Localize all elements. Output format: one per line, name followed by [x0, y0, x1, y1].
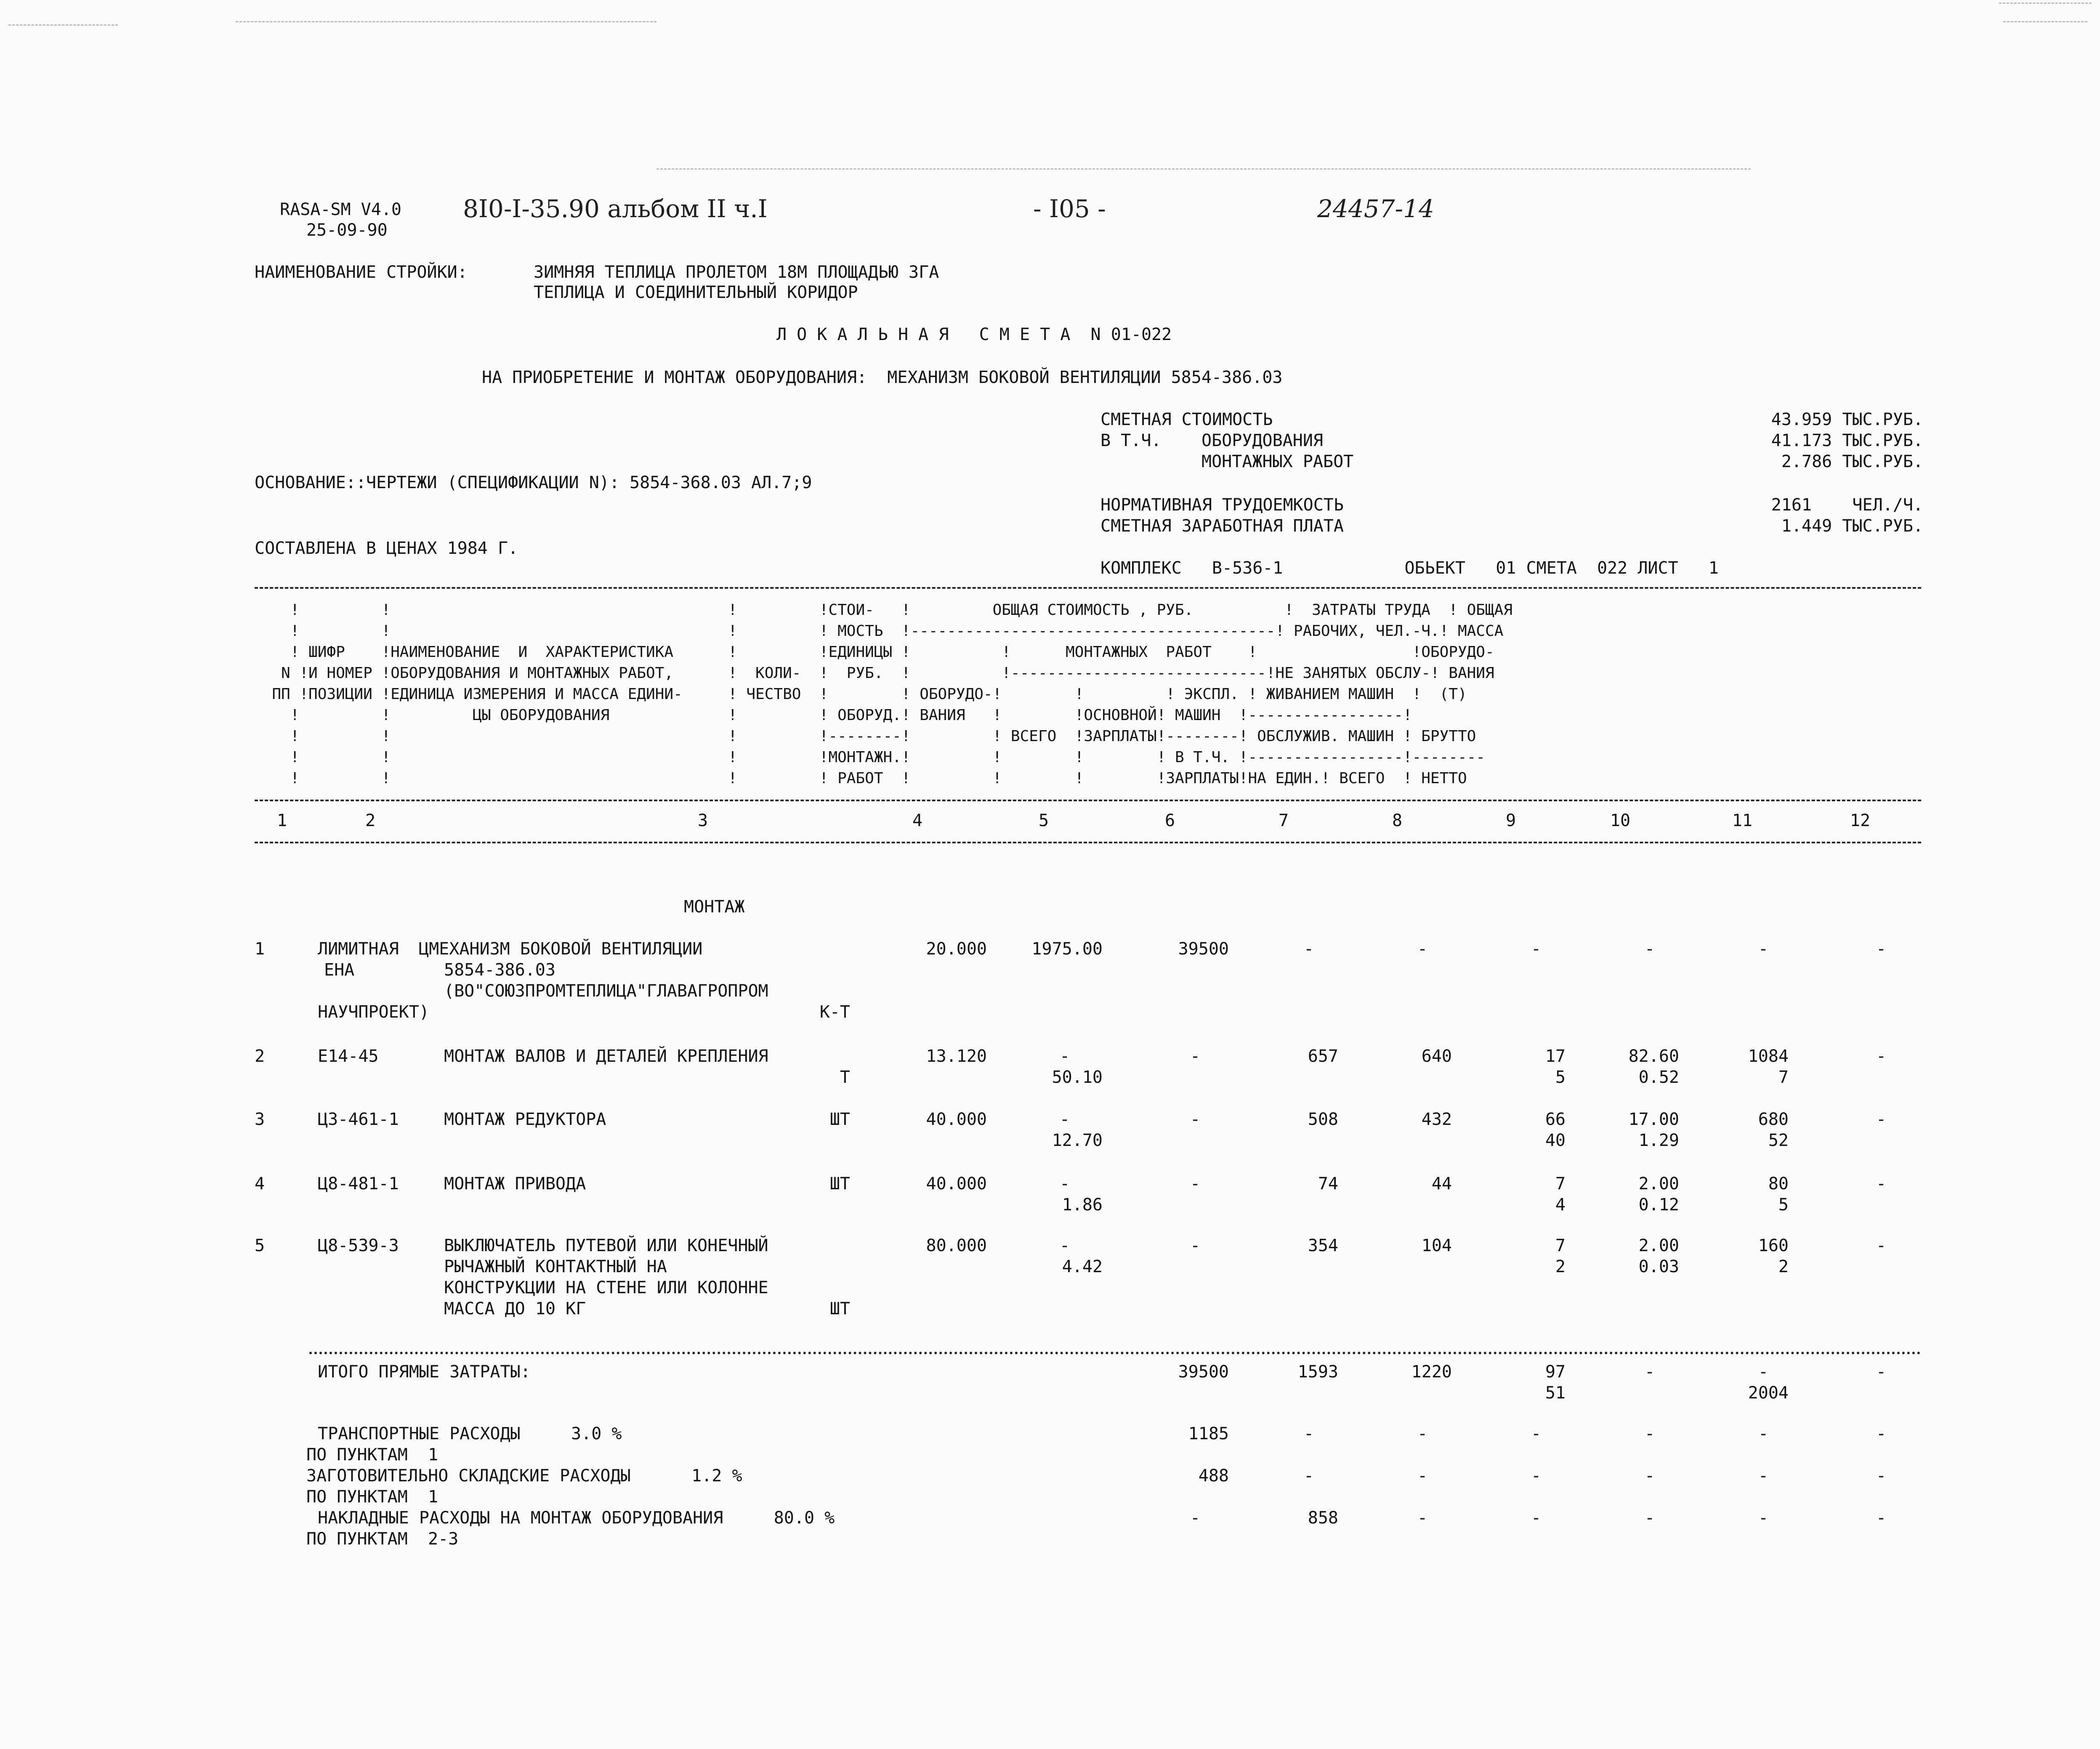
- row-mach-wage: 4: [1555, 1195, 1566, 1215]
- totals-equip: 39500: [1178, 1362, 1229, 1382]
- row-qty: 20.000: [926, 939, 987, 959]
- row-wage: 104: [1421, 1236, 1452, 1255]
- column-number: 10: [1610, 811, 1631, 830]
- overhead-equip: 1185: [1188, 1424, 1229, 1443]
- row-number: 5: [255, 1236, 265, 1255]
- table-header-line: N !И НОМЕР !ОБОРУДОВАНИЯ И МОНТАЖНЫХ РАБОТ, ! КОЛИ- ! РУБ. ! !----------------------------!НЕ ЗАНЯТЫХ ОБСЛУ-! ВАНИЯ: [254, 665, 1494, 682]
- row-unit: Т: [840, 1068, 850, 1087]
- rule-line: [255, 800, 1921, 801]
- overhead-note: ПО ПУНКТАМ 1: [306, 1487, 439, 1507]
- row-labor-unit: 2.00: [1638, 1236, 1679, 1255]
- overhead-mass: -: [1876, 1424, 1887, 1443]
- column-number: 11: [1732, 811, 1753, 830]
- overhead-label: ТРАНСПОРТНЫЕ РАСХОДЫ 3.0 %: [318, 1424, 622, 1443]
- row-name: МАССА ДО 10 КГ: [444, 1299, 586, 1318]
- row-mass: -: [1876, 1110, 1887, 1129]
- summary-install-value: 2.786 ТЫС.РУБ.: [1781, 452, 1923, 471]
- page-number: - I05 -: [1033, 194, 1106, 223]
- overhead-total: -: [1303, 1424, 1314, 1443]
- overhead-labor-total: -: [1758, 1424, 1769, 1443]
- totals-total: 1593: [1297, 1362, 1338, 1382]
- row-labor-unit-2: 1.29: [1638, 1131, 1679, 1150]
- row-name: КОНСТРУКЦИИ НА СТЕНЕ ИЛИ КОЛОННЕ: [444, 1278, 768, 1297]
- row-mach-wage: 2: [1555, 1257, 1566, 1276]
- table-header: [254, 600, 1513, 789]
- row-labor-total: -: [1758, 939, 1769, 959]
- estimate-title: Л О К А Л Ь Н А Я С М Е Т А N 01-022: [776, 325, 1172, 344]
- table-header-line: ПП !ПОЗИЦИИ !ЕДИНИЦА ИЗМЕРЕНИЯ И МАССА ЕДИНИ- ! ЧЕСТВО ! ! ОБОРУДО-! ! ! ЭКСПЛ. ! ЖИВАНИЕМ МАШИН ! (Т): [254, 686, 1467, 703]
- row-labor-total: 80: [1768, 1174, 1789, 1193]
- summary-wage-label: СМЕТНАЯ ЗАРАБОТНАЯ ПЛАТА: [1101, 516, 1344, 536]
- row-equip: -: [1190, 1110, 1201, 1129]
- row-name: РЫЧАЖНЫЙ КОНТАКТНЫЙ НА: [444, 1257, 667, 1276]
- row-labor-total-2: 2: [1778, 1257, 1789, 1276]
- row-total: 354: [1308, 1236, 1338, 1255]
- rule-line: [255, 587, 1921, 589]
- column-number: 12: [1850, 811, 1871, 830]
- row-code: ЛИМИТНАЯ: [318, 939, 399, 959]
- row-code: Е14-45: [318, 1047, 379, 1066]
- row-equip: -: [1190, 1174, 1201, 1193]
- row-price-mount: 1.86: [1062, 1195, 1103, 1215]
- prices-line: СОСТАВЛЕНА В ЦЕНАХ 1984 Г.: [255, 539, 518, 558]
- summary-incl-label: В Т.Ч.: [1101, 431, 1162, 450]
- row-labor-unit-2: 0.12: [1638, 1195, 1679, 1215]
- row-name: ЦМЕХАНИЗМ БОКОВОЙ ВЕНТИЛЯЦИИ: [419, 939, 703, 959]
- estimate-subtitle: НА ПРИОБРЕТЕНИЕ И МОНТАЖ ОБОРУДОВАНИЯ: МЕХАНИЗМ БОКОВОЙ ВЕНТИЛЯЦИИ 5854-386.03: [482, 368, 1283, 387]
- overhead-mass: -: [1876, 1508, 1887, 1528]
- totals-mass: -: [1876, 1362, 1887, 1382]
- totals-rule: [309, 1352, 1921, 1354]
- overhead-total: 858: [1308, 1508, 1338, 1528]
- overhead-equip: 488: [1198, 1466, 1229, 1486]
- row-qty: 80.000: [926, 1236, 987, 1255]
- row-total: 657: [1308, 1047, 1338, 1066]
- summary-equip-label: ОБОРУДОВАНИЯ: [1202, 431, 1323, 450]
- summary-install-label: МОНТАЖНЫХ РАБОТ: [1202, 452, 1354, 471]
- row-price-equip: -: [1059, 1236, 1070, 1255]
- row-wage: -: [1417, 939, 1428, 959]
- row-labor-unit: 2.00: [1638, 1174, 1679, 1193]
- table-header-line: ! ! ЦЫ ОБОРУДОВАНИЯ ! ! ОБОРУД.! ВАНИЯ ! !ОСНОВНОЙ! МАШИН !-----------------!: [254, 707, 1412, 724]
- row-mach-wage: 40: [1545, 1131, 1566, 1150]
- column-number: 2: [365, 811, 376, 830]
- row-unit: ШТ: [829, 1110, 850, 1129]
- row-labor-total-2: 52: [1768, 1131, 1789, 1150]
- row-equip: 39500: [1178, 939, 1229, 959]
- overhead-labor-total: -: [1758, 1466, 1769, 1486]
- scan-mark: [2003, 21, 2087, 22]
- row-equip: -: [1190, 1236, 1201, 1255]
- overhead-note: ПО ПУНКТАМ 1: [306, 1445, 439, 1465]
- row-unit: ШТ: [829, 1174, 850, 1193]
- row-mach: 7: [1555, 1236, 1566, 1255]
- row-code: Ц3-461-1: [318, 1110, 399, 1129]
- totals-label: ИТОГО ПРЯМЫЕ ЗАТРАТЫ:: [318, 1362, 531, 1382]
- row-labor-unit-2: 0.52: [1638, 1068, 1679, 1087]
- row-name: (ВО"СОЮЗПРОМТЕПЛИЦА"ГЛАВАГРОПРОМ: [444, 981, 768, 1001]
- row-labor-unit: 82.60: [1628, 1047, 1679, 1066]
- overhead-mach: -: [1531, 1424, 1542, 1443]
- album-reference: 8I0-I-35.90 альбом II ч.I: [463, 194, 768, 223]
- overhead-labor-unit: -: [1644, 1466, 1655, 1486]
- row-name: МОНТАЖ РЕДУКТОРА: [444, 1110, 606, 1129]
- row-number: 4: [255, 1174, 265, 1193]
- row-unit: К-Т: [819, 1002, 850, 1022]
- row-labor-total: 160: [1758, 1236, 1789, 1255]
- row-mach: -: [1531, 939, 1542, 959]
- overhead-equip: -: [1190, 1508, 1201, 1528]
- basis-line: ОСНОВАНИЕ::ЧЕРТЕЖИ (СПЕЦИФИКАЦИИ N): 5854-368.03 АЛ.7;9: [255, 473, 812, 492]
- row-mass: -: [1876, 1047, 1887, 1066]
- row-price-mount: 12.70: [1052, 1131, 1103, 1150]
- row-price-equip: -: [1059, 1047, 1070, 1066]
- row-number: 3: [255, 1110, 265, 1129]
- totals-mach: 97: [1545, 1362, 1566, 1382]
- scan-mark: [236, 21, 657, 22]
- totals-wage: 1220: [1411, 1362, 1452, 1382]
- scan-mark: [8, 24, 118, 26]
- row-number: 2: [255, 1047, 265, 1066]
- column-number: 5: [1038, 811, 1049, 830]
- summary-labor-label: НОРМАТИВНАЯ ТРУДОЕМКОСТЬ: [1101, 495, 1344, 515]
- row-name: МОНТАЖ ПРИВОДА: [444, 1174, 586, 1193]
- project-label: НАИМЕНОВАНИЕ СТРОЙКИ:: [255, 263, 468, 282]
- row-labor-unit: -: [1644, 939, 1655, 959]
- row-qty: 13.120: [926, 1047, 987, 1066]
- overhead-wage: -: [1417, 1508, 1428, 1528]
- overhead-labor-unit: -: [1644, 1508, 1655, 1528]
- inventory-number: 24457-14: [1317, 194, 1434, 223]
- overhead-wage: -: [1417, 1424, 1428, 1443]
- scan-mark: [657, 168, 1751, 170]
- project-line-2: ТЕПЛИЦА И СОЕДИНИТЕЛЬНЫЙ КОРИДОР: [534, 283, 858, 302]
- row-mass: -: [1876, 939, 1887, 959]
- summary-wage-value: 1.449 ТЫС.РУБ.: [1781, 516, 1923, 536]
- row-mass: -: [1876, 1236, 1887, 1255]
- column-number: 7: [1278, 811, 1289, 830]
- totals-labor-unit: -: [1644, 1362, 1655, 1382]
- row-wage: 432: [1421, 1110, 1452, 1129]
- row-qty: 40.000: [926, 1174, 987, 1193]
- rule-line: [255, 842, 1921, 843]
- column-number: 4: [912, 811, 923, 830]
- row-mach-wage: 5: [1555, 1068, 1566, 1087]
- row-equip: -: [1190, 1047, 1201, 1066]
- column-number: 9: [1505, 811, 1516, 830]
- row-number: 1: [255, 939, 265, 959]
- summary-labor-value: 2161 ЧЕЛ./Ч.: [1771, 495, 1923, 515]
- overhead-wage: -: [1417, 1466, 1428, 1486]
- column-number: 1: [276, 811, 287, 830]
- row-labor-total-2: 7: [1778, 1068, 1789, 1087]
- row-name: МОНТАЖ ВАЛОВ И ДЕТАЛЕЙ КРЕПЛЕНИЯ: [444, 1047, 768, 1066]
- totals-labor-total-2: 2004: [1748, 1383, 1789, 1403]
- row-total: 508: [1308, 1110, 1338, 1129]
- row-qty: 40.000: [926, 1110, 987, 1129]
- row-labor-total: 1084: [1748, 1047, 1789, 1066]
- overhead-labor-total: -: [1758, 1508, 1769, 1528]
- overhead-mach: -: [1531, 1508, 1542, 1528]
- row-price-mount: 50.10: [1052, 1068, 1103, 1087]
- row-price-equip: 1975.00: [1031, 939, 1103, 959]
- row-price-equip: -: [1059, 1174, 1070, 1193]
- overhead-mach: -: [1531, 1466, 1542, 1486]
- row-price-equip: -: [1059, 1110, 1070, 1129]
- totals-mach-wage: 51: [1545, 1383, 1566, 1403]
- row-wage: 640: [1421, 1047, 1452, 1066]
- summary-cost-value: 43.959 ТЫС.РУБ.: [1771, 410, 1923, 429]
- column-number: 6: [1164, 811, 1175, 830]
- table-header-line: ! ! ! !--------! ! ВСЕГО !ЗАРПЛАТЫ!--------! ОБСЛУЖИВ. МАШИН ! БРУТТО: [254, 728, 1476, 745]
- row-code: ЕНА: [324, 960, 355, 980]
- overhead-note: ПО ПУНКТАМ 2-3: [306, 1529, 459, 1549]
- program-date: 25-09-90: [306, 221, 388, 240]
- complex-line: КОМПЛЕКС В-536-1 ОБЬЕКТ 01 СМЕТА 022 ЛИСТ 1: [1101, 558, 1719, 578]
- row-name: 5854-386.03: [444, 960, 556, 980]
- table-header-line: ! ! ! !СТОИ- ! ОБЩАЯ СТОИМОСТЬ , РУБ. ! ЗАТРАТЫ ТРУДА ! ОБЩАЯ: [254, 601, 1513, 619]
- row-unit: ШТ: [829, 1299, 850, 1318]
- column-number: 3: [697, 811, 708, 830]
- row-wage: 44: [1431, 1174, 1452, 1193]
- table-header-line: ! ! ! ! МОСТЬ !----------------------------------------! РАБОЧИХ, ЧЕЛ.-Ч.! МАССА: [254, 622, 1504, 640]
- overhead-mass: -: [1876, 1466, 1887, 1486]
- totals-labor-total: -: [1758, 1362, 1769, 1382]
- row-total: 74: [1318, 1174, 1338, 1193]
- scan-mark: [1999, 3, 2092, 4]
- row-labor-total-2: 5: [1778, 1195, 1789, 1215]
- row-mach: 7: [1555, 1174, 1566, 1193]
- program-name: RASA-SM V4.0: [280, 200, 401, 219]
- row-labor-unit-2: 0.03: [1638, 1257, 1679, 1276]
- summary-equip-value: 41.173 ТЫС.РУБ.: [1771, 431, 1923, 450]
- row-labor-unit: 17.00: [1628, 1110, 1679, 1129]
- overhead-labor-unit: -: [1644, 1424, 1655, 1443]
- overhead-label: НАКЛАДНЫЕ РАСХОДЫ НА МОНТАЖ ОБОРУДОВАНИЯ 80.0 %: [318, 1508, 835, 1528]
- row-code: Ц8-481-1: [318, 1174, 399, 1193]
- row-name: ВЫКЛЮЧАТЕЛЬ ПУТЕВОЙ ИЛИ КОНЕЧНЫЙ: [444, 1236, 768, 1255]
- row-total: -: [1303, 939, 1314, 959]
- row-code: Ц8-539-3: [318, 1236, 399, 1255]
- overhead-label: ЗАГОТОВИТЕЛЬНО СКЛАДСКИЕ РАСХОДЫ 1.2 %: [306, 1466, 742, 1486]
- section-title: МОНТАЖ: [684, 897, 745, 917]
- row-mach: 66: [1545, 1110, 1566, 1129]
- summary-cost-label: СМЕТНАЯ СТОИМОСТЬ: [1101, 410, 1273, 429]
- row-price-mount: 4.42: [1062, 1257, 1103, 1276]
- overhead-total: -: [1303, 1466, 1314, 1486]
- table-header-line: ! ! ! !МОНТАЖН.! ! ! ! В Т.Ч. !-----------------!--------: [254, 749, 1485, 766]
- row-mass: -: [1876, 1174, 1887, 1193]
- row-labor-total: 680: [1758, 1110, 1789, 1129]
- project-line-1: ЗИМНЯЯ ТЕПЛИЦА ПРОЛЕТОМ 18М ПЛОЩАДЬЮ 3ГА: [534, 263, 939, 282]
- table-header-line: ! ! ! ! РАБОТ ! ! ! !ЗАРПЛАТЫ!НА ЕДИН.! ВСЕГО ! НЕТТО: [254, 770, 1467, 787]
- row-mach: 17: [1545, 1047, 1566, 1066]
- table-header-line: ! ШИФР !НАИМЕНОВАНИЕ И ХАРАКТЕРИСТИКА ! !ЕДИНИЦЫ ! ! МОНТАЖНЫХ РАБОТ ! !ОБОРУДО-: [254, 643, 1494, 661]
- row-name: НАУЧПРОЕКТ): [318, 1002, 429, 1022]
- column-number: 8: [1392, 811, 1403, 830]
